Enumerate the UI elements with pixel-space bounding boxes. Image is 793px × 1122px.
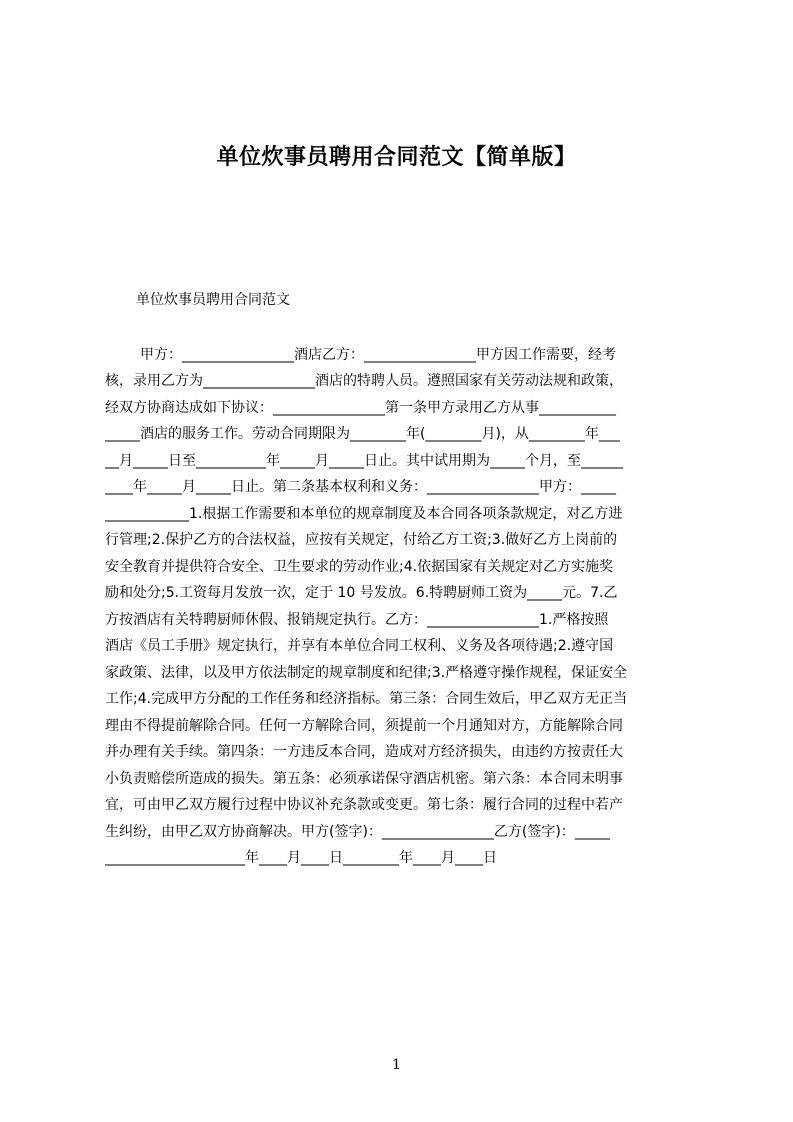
body-line: 行管理;2.保护乙方的合法权益，应按有关规定，付给乙方工资;3.做好乙方上岗前的	[105, 532, 618, 548]
body-line: 励和处分;5.工资每月发放一次，定于 10 号发放。6.特聘厨师工资为_____元。7.乙	[105, 585, 618, 601]
body-line: 核，录用乙方为________________酒店的特聘人员。遵照国家有关劳动法规和政策，	[105, 373, 623, 389]
body-line: 经双方协商达成如下协议：________________第一条甲方录用乙方从事___________	[105, 400, 616, 416]
body-line: ____________1.根据工作需要和本单位的规章制度及本合同各项条款规定，对乙方进	[105, 506, 623, 522]
body-line: 并办理有关手续。第四条：一方违反本合同，造成对方经济损失，由违约方按责任大	[105, 744, 623, 760]
body-line: 工作;4.完成甲方分配的工作任务和经济指标。第三条：合同生效后，甲乙双方无正当	[105, 691, 628, 707]
body-line: __月_____日至__________年_____月_____日止。其中试用期为_____个月，至______	[105, 453, 623, 469]
body-line: 酒店《员工手册》规定执行，并享有本单位合同工权利、义务及各项待遇;2.遵守国	[105, 638, 614, 654]
body-line: 理由不得提前解除合同。任何一方解除合同，须提前一个月通知对方，方能解除合同	[105, 718, 623, 734]
body-line: ____年_____月_____日止。第二条基本权利和义务：________________甲方：_____	[105, 479, 616, 495]
body-line: 生纠纷，由甲乙双方协商解决。甲方(签字)：________________乙方(签字)：_____	[105, 824, 610, 840]
body-line: ____________________年____月____日________年____月____日	[105, 850, 497, 866]
body-line: 宜，可由甲乙双方履行过程中协议补充条款或变更。第七条：履行合同的过程中若产	[105, 797, 623, 813]
document-title: 单位炊事员聘用合同范文【简单版】	[216, 145, 577, 170]
body-line: 安全教育并提供符合安全、卫生要求的劳动作业;4.依据国家有关规定对乙方实施奖	[105, 559, 614, 575]
page-number: 1	[392, 1057, 401, 1073]
body-line: 甲方：________________酒店乙方：________________甲方因工作需要，经考	[140, 347, 616, 363]
body-line: 方按酒店有关特聘厨师休假、报销规定执行。乙方：________________1.严格按照	[105, 612, 609, 628]
body-line: 小负责赔偿所造成的损失。第五条：必须承诺保守酒店机密。第六条：本合同未明事	[105, 771, 623, 787]
body-line: _____酒店的服务工作。劳动合同期限为________年(________月)，从________年___	[105, 426, 620, 442]
body-line: 家政策、法律，以及甲方依法制定的规章制度和纪律;3.严格遵守操作规程，保证安全	[105, 665, 628, 681]
document-subtitle: 单位炊事员聘用合同范文	[136, 292, 290, 308]
